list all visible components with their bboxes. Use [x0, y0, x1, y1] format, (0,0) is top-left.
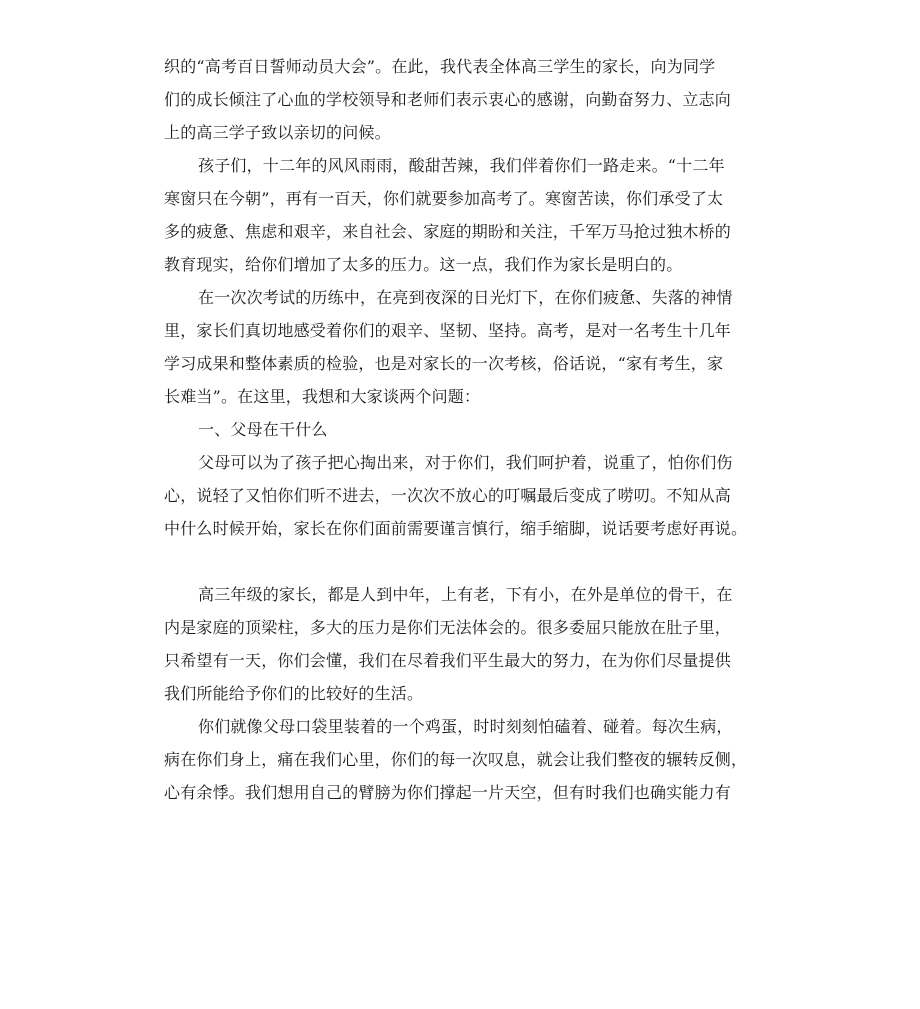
paragraph-first-line: 在一次次考试的历练中，在亮到夜深的日光灯下，在你们疲惫、失落的神情	[198, 288, 733, 307]
text-line: 织的“高考百日誓师动员大会”。在此，我代表全体高三学生的家长，向为同学	[164, 57, 716, 76]
paragraph-first-line: 孩子们，十二年的风风雨雨，酸甜苦辣，我们伴着你们一路走来。“十二年	[198, 156, 725, 175]
text-line: 心有余悸。我们想用自己的臂膀为你们撑起一片天空，但有时我们也确实能力有	[164, 783, 732, 802]
text-line: 心，说轻了又怕你们听不进去，一次次不放心的叮嘱最后变成了唠叨。不知从高	[164, 486, 732, 505]
text-line: 病在你们身上，痛在我们心里，你们的每一次叹息，就会让我们整夜的辗转反侧，	[164, 750, 748, 769]
paragraph-first-line: 高三年级的家长，都是人到中年，上有老，下有小，在外是单位的骨干，在	[198, 585, 733, 604]
text-line: 中什么时候开始，家长在你们面前需要谨言慎行，缩手缩脚，说话要考虑好再说。	[164, 519, 748, 538]
section-heading: 一、父母在干什么	[198, 420, 328, 439]
text-line: 上的高三学子致以亲切的问候。	[164, 123, 391, 142]
text-line: 长难当”。在这里，我想和大家谈两个问题：	[164, 387, 481, 406]
text-line: 只希望有一天，你们会懂，我们在尽着我们平生最大的努力，在为你们尽量提供	[164, 651, 732, 670]
text-line: 教育现实，给你们增加了太多的压力。这一点，我们作为家长是明白的。	[164, 255, 683, 274]
text-line: 学习成果和整体素质的检验，也是对家长的一次考核，俗话说，“家有考生，家	[164, 354, 724, 373]
paragraph-first-line: 父母可以为了孩子把心掏出来，对于你们，我们呵护着，说重了，怕你们伤	[198, 453, 733, 472]
document-page	[164, 50, 760, 809]
text-line: 我们所能给予你们的比较好的生活。	[164, 684, 424, 703]
text-line: 多的疲惫、焦虑和艰辛，来自社会、家庭的期盼和关注，千军万马抢过独木桥的	[164, 222, 732, 241]
text-line: 里，家长们真切地感受着你们的艰辛、坚韧、坚持。高考，是对一名考生十几年	[164, 321, 732, 340]
text-line: 们的成长倾注了心血的学校领导和老师们表示衷心的感谢，向勤奋努力、立志向	[164, 90, 732, 109]
text-line: 内是家庭的顶梁柱，多大的压力是你们无法体会的。很多委屈只能放在肚子里，	[164, 618, 732, 637]
paragraph-first-line: 你们就像父母口袋里装着的一个鸡蛋，时时刻刻怕磕着、碰着。每次生病，	[198, 717, 733, 736]
blank-line	[164, 545, 760, 578]
text-line: 寒窗只在今朝”，再有一百天，你们就要参加高考了。寒窗苦读，你们承受了太	[164, 189, 724, 208]
